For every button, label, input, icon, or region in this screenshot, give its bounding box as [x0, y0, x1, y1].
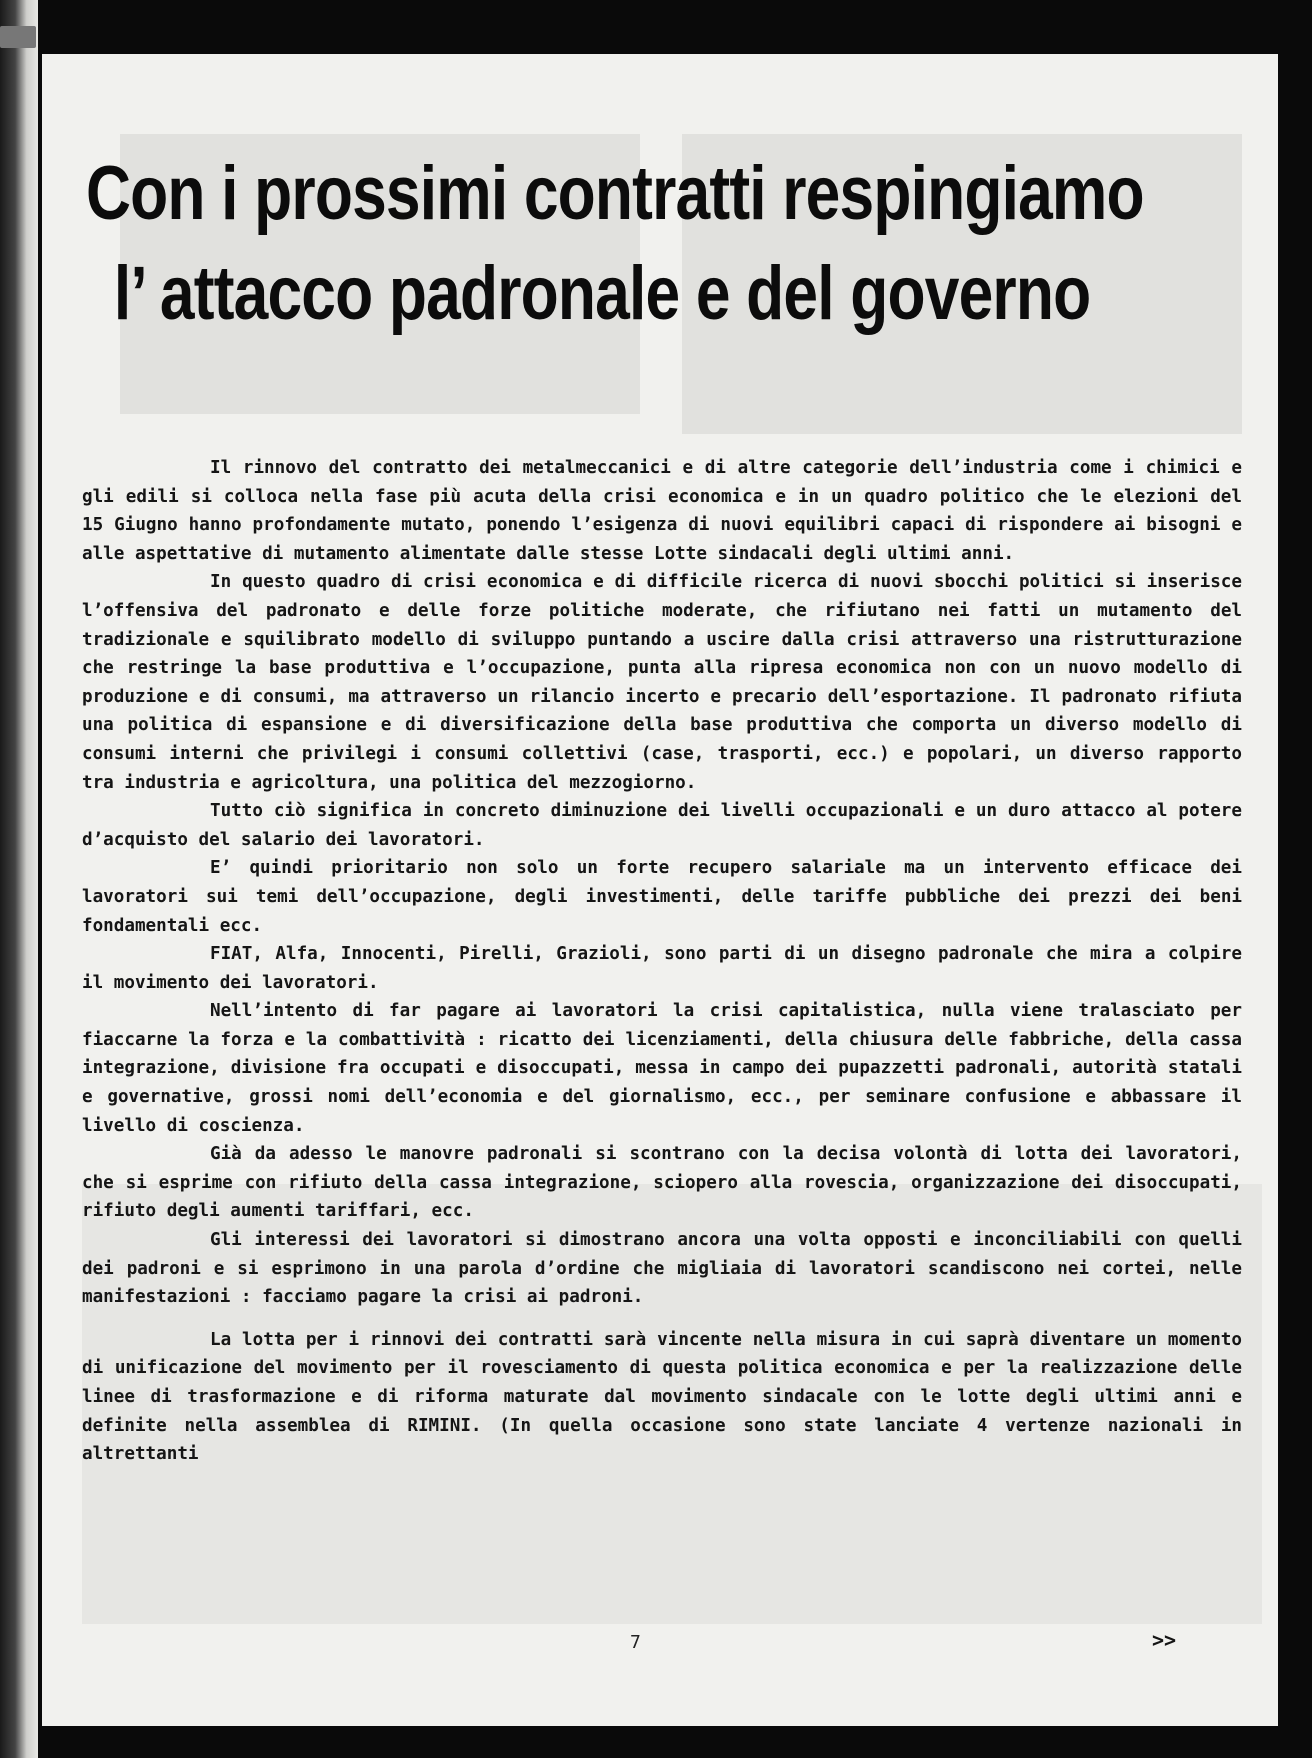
page-number: 7 [630, 1632, 641, 1653]
title-line-2: l’ attacco padronale e del governo [113, 251, 1091, 336]
paragraph: Gli interessi dei lavoratori si dimostrano ancora una volta opposti e inconciliabili con quelli dei padroni e si esprimono in una parola d’ordine che migliaia di lavoratori scandiscono nei cortei, nelle manifestazioni : facciamo pagare la crisi ai padroni. [82, 1230, 1242, 1308]
paragraph: Già da adesso le manovre padronali si scontrano con la decisa volontà di lotta dei lavoratori, che si esprime con rifiuto della cassa integrazione, sciopero alla rovescia, organizzazione dei disoccupati, rifiuto degli aumenti tariffari, ecc. [82, 1144, 1242, 1222]
binding-edge [0, 0, 38, 1758]
right-edge [1282, 0, 1312, 1758]
document-page [42, 54, 1278, 1726]
binding-tab [0, 26, 36, 48]
paragraph: FIAT, Alfa, Innocenti, Pirelli, Grazioli, sono parti di un disegno padronale che mira a colpire il movimento dei lavoratori. [82, 944, 1242, 993]
paragraph: La lotta per i rinnovi dei contratti sarà vincente nella misura in cui saprà diventare un momento di unificazione del movimento per il rovesciamento di questa politica economica e per la realizzazione delle linee di trasformazione e di riforma maturate dal movimento sindacale con le lotte degli ultimi anni e definite nella assemblea di RIMINI. (In quella occasione sono state lanciate 4 vertenze nazionali in altrettanti [82, 1329, 1242, 1465]
paragraph: E’ quindi prioritario non solo un forte recupero salariale ma un intervento efficace dei lavoratori sui temi dell’occupazione, degli investimenti, delle tariffe pubbliche dei prezzi dei beni fondamentali ecc. [82, 858, 1242, 936]
paragraph: Il rinnovo del contratto dei metalmeccanici e di altre categorie dell’industria come i chimici e gli edili si colloca nella fase più acuta della crisi economica e in un quadro politico che le elezioni del 15 Giugno hanno profondamente mutato, ponendo l’esigenza di nuovi equilibri capaci di rispondere ai bisogni e alle aspettative di mutamento alimentate dalle stesse Lotte sindacali degli ultimi anni. [82, 458, 1242, 564]
page-title [86, 144, 1144, 344]
paragraph: Tutto ciò significa in concreto diminuzione dei livelli occupazionali e un duro attacco al potere d’acquisto del salario dei lavoratori. [82, 801, 1242, 850]
title-line-1: Con i prossimi contratti respingiamo [86, 151, 1144, 236]
continue-arrow-icon: >> [1152, 1628, 1177, 1652]
paragraph: Nell’intento di far pagare ai lavoratori la crisi capitalistica, nulla viene tralasciato per fiaccarne la forza e la combattività : ricatto dei licenziamenti, della chiusura delle fabbriche, della cassa integrazione, divisione fra occupati e disoccupati, messa in campo dei pupazzetti padronali, autorità statali e governative, grossi nomi dell’economia e del giornalismo, ecc., per seminare confusione e abbassare il livello di coscienza. [82, 1001, 1242, 1136]
article-body [82, 454, 1242, 1469]
paragraph: In questo quadro di crisi economica e di difficile ricerca di nuovi sbocchi politici si inserisce l’offensiva del padronato e delle forze politiche moderate, che rifiutano nei fatti un mutamento del tradizionale e squilibrato modello di sviluppo puntando a uscire dalla crisi attraverso una ristrutturazione che restringe la base produttiva e l’occupazione, punta alla ripresa economica non con un nuovo modello di produzione e di consumi, ma attraverso un rilancio incerto e precario dell’esportazione. Il padronato rifiuta una politica di espansione e di diversificazione della base produttiva che comporta un diverso modello di consumi interni che privilegi i consumi collettivi (case, trasporti, ecc.) e popolari, un diverso rapporto tra industria e agricoltura, una politica del mezzogiorno. [82, 572, 1242, 793]
